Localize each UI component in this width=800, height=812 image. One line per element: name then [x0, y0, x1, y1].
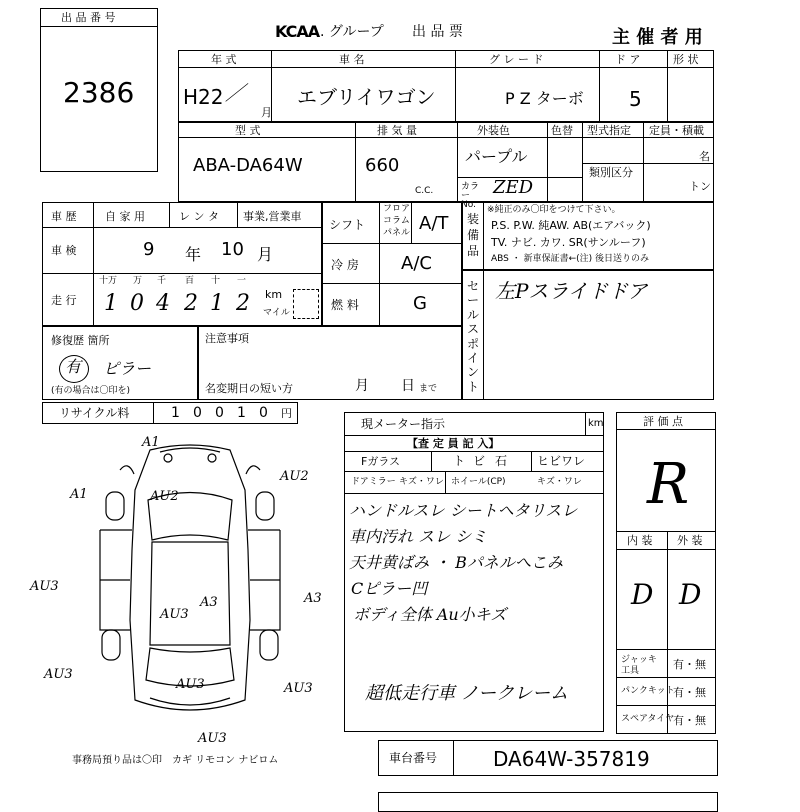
shift-column: コラム	[383, 216, 410, 226]
grade-box	[616, 412, 716, 734]
glass-label: Fガラス	[361, 455, 400, 468]
overall-grade: R	[647, 452, 690, 517]
sales-point-box	[462, 270, 714, 400]
kit-label: パンクキット	[621, 686, 675, 696]
recycle-digit: 1	[171, 405, 180, 421]
headlight-right	[208, 454, 216, 462]
wheel-rear-left	[102, 630, 120, 660]
sales-point-text: 左Pスライドドア	[495, 279, 648, 303]
repair-circle	[59, 355, 89, 383]
displacement: 660	[365, 155, 400, 176]
equipment-note: ※純正のみ〇印をつけて下さい。	[487, 205, 621, 215]
body-color: パープル	[465, 147, 528, 166]
damage-mark: AU2	[150, 489, 179, 504]
glass-opt-bi: ビ	[473, 454, 486, 468]
inspection-month: 10	[221, 239, 244, 260]
right-mirror	[246, 466, 260, 474]
color-no: ZED	[493, 177, 534, 198]
rear-bumper	[150, 698, 230, 705]
jack-yesno: 有・無	[673, 658, 706, 671]
door-label: ド ア	[615, 53, 641, 66]
use-label: 車 歴	[51, 210, 77, 223]
shift-value: A/T	[419, 213, 449, 234]
equipment-label: 装 備 品	[467, 212, 480, 259]
mileage-digit: 1	[210, 291, 224, 316]
lot-number-box	[40, 8, 158, 172]
wheel-front-left	[106, 492, 124, 520]
interior-grade: D	[631, 578, 654, 611]
shift-label: シフト	[329, 218, 366, 232]
model-year: H22	[183, 85, 224, 109]
mirror-opt: キズ・ワレ	[399, 477, 444, 487]
headlight-left	[164, 454, 172, 462]
damage-mark: AU3	[44, 667, 73, 682]
equipment-box	[462, 202, 714, 270]
capacity-unit-tons: トン	[689, 180, 711, 193]
damage-mark: AU3	[160, 607, 189, 622]
registration-table	[42, 202, 322, 326]
front-bumper	[160, 448, 220, 452]
grade-title: 評 価 点	[643, 415, 683, 428]
name-change-label: 名変期日の短い方	[205, 382, 293, 395]
car-damage-diagram	[30, 430, 340, 750]
sheet-title: 出 品 票	[412, 24, 463, 40]
color-change-label: 色替	[551, 124, 573, 137]
name-change-day: 日	[401, 378, 415, 394]
vehicle-name: エブリイワゴン	[297, 85, 436, 109]
year-month-unit: 月	[261, 106, 272, 119]
spare-label: スペアタイヤ	[621, 714, 675, 724]
spare-yesno: 有・無	[673, 714, 706, 727]
damage-mark: AU2	[280, 469, 309, 484]
meter-unit: km	[588, 418, 604, 429]
exterior-label: 外 装	[677, 534, 703, 547]
vehicle-grade: P Z ターボ	[505, 89, 584, 108]
exterior-grade: D	[679, 578, 702, 611]
glass-opt-stone: 石	[495, 454, 508, 468]
color-label: 外装色	[477, 124, 510, 137]
inspection-month-unit: 月	[257, 245, 274, 264]
displacement-label: 排 気 量	[377, 124, 417, 137]
damage-mark: A1	[142, 435, 160, 450]
mirror-label: ドアミラー	[351, 477, 396, 487]
recycle-digit: 0	[215, 405, 224, 421]
fuel-label: 燃 料	[331, 298, 359, 312]
mileage-digits: 十万 万 千 百 十 一 1 0 4 2 1 2	[99, 277, 259, 323]
roof	[150, 542, 230, 645]
shape-label: 形 状	[673, 53, 699, 66]
use-private: 自 家 用	[105, 210, 145, 223]
damage-mark: A3	[304, 591, 322, 606]
repair-box	[42, 326, 198, 400]
inspector-title: 【査 定 員 記 入】	[407, 437, 500, 450]
recycle-unit: 円	[281, 407, 292, 420]
mileage-digit: 2	[184, 291, 198, 316]
capacity-unit-persons: 名	[699, 150, 710, 163]
color-no-label: カラー No.	[461, 182, 480, 210]
bottom-table-edge	[378, 792, 718, 812]
cc-unit: C.C.	[415, 186, 434, 196]
ac-value: A/C	[401, 253, 432, 274]
wheel-opt: キズ・ワレ	[537, 477, 582, 487]
recycle-digit: 0	[193, 405, 202, 421]
inspector-comment: ボディ全体 Au小キズ	[353, 605, 507, 624]
wheel-front-right	[256, 492, 274, 520]
equipment-line1: P.S. P.W. 純AW. AB(エアバック)	[491, 219, 651, 232]
equipment-line2: TV. ナビ. カワ. SR(サンルーフ)	[491, 236, 646, 249]
wheel-label: ホイール(CP)	[451, 477, 506, 487]
jack-label: ジャッキ 工具	[621, 655, 657, 676]
inspector-comment: ハンドルスレ シートヘタリスレ	[349, 501, 578, 520]
brand-logo: KCAA	[275, 22, 320, 41]
mileage-digit: 1	[104, 291, 118, 316]
inspector-comment: 天井黄ばみ ・ Bパネルへこみ	[349, 553, 563, 572]
lot-number-label: 出 品 番 号	[61, 11, 116, 24]
notes-label: 注意事項	[205, 332, 249, 345]
group-label: . グループ	[320, 24, 384, 40]
recycle-box	[42, 402, 298, 424]
sales-point-label: セールスポイント	[467, 279, 480, 394]
damage-mark: AU3	[176, 677, 205, 692]
damage-mark: AU3	[30, 579, 59, 594]
km-unit: km	[265, 288, 283, 301]
grade-label: グ レ ー ド	[489, 53, 544, 66]
equipment-line3: ABS ・ 新車保証書←(注) 後日送りのみ	[491, 254, 650, 264]
damage-mark: A3	[200, 595, 218, 610]
ac-label: 冷 房	[331, 258, 359, 272]
recycle-label: リサイクル料	[59, 406, 130, 420]
recycle-digit: 1	[237, 405, 246, 421]
glass-opt-to: ト	[453, 454, 466, 468]
kit-yesno: 有・無	[673, 686, 706, 699]
inspector-comment: Cピラー凹	[351, 579, 428, 598]
repair-note: (有の場合は〇印を)	[51, 386, 131, 396]
glass-opt-crack: ヒビワレ	[537, 454, 586, 468]
shift-table	[322, 202, 462, 326]
organizer-label: 主 催 者 用	[612, 27, 703, 48]
capacity-label: 定員・積載	[649, 124, 704, 137]
wheel-rear-right	[260, 630, 278, 660]
mileage-digit: 2	[236, 291, 250, 316]
inspection-year-unit: 年	[185, 245, 202, 264]
vehicle-info-table: 年 式 車 名 グ レ ー ド ド ア 形 状 H22 ／ 月 エブリイワゴン P Z ターボ 5	[178, 50, 714, 122]
car-body-outline	[130, 445, 250, 710]
shift-floor: フロア	[383, 204, 411, 214]
repair-label: 修復歴 箇所	[51, 334, 110, 347]
mile-checkbox	[293, 289, 319, 319]
inspection-year: 9	[143, 239, 155, 260]
vin-label: 車台番号	[389, 751, 438, 765]
notes-box	[198, 326, 462, 400]
name-label: 車 名	[339, 53, 365, 66]
name-change-until: まで	[419, 384, 438, 394]
lot-number: 2386	[63, 76, 135, 109]
door-count: 5	[629, 87, 642, 111]
use-business: 事業,営業車	[243, 210, 302, 223]
meter-label: 現メーター指示	[361, 417, 446, 431]
interior-label: 内 装	[627, 534, 653, 547]
inspector-comment: 車内汚れ スレ シミ	[349, 527, 488, 546]
repair-text: ピラー	[103, 359, 152, 378]
vin-value: DA64W-357819	[493, 747, 650, 771]
inspector-comment: 超低走行車 ノークレーム	[365, 683, 569, 704]
deposit-note: 事務局預り品は〇印 カギ リモコン ナビロム	[72, 755, 279, 766]
damage-mark: AU3	[284, 681, 313, 696]
model-code: ABA-DA64W	[193, 155, 303, 176]
left-mirror	[120, 466, 134, 474]
fuel-value: G	[413, 293, 427, 314]
mileage-digit: 0	[130, 291, 144, 316]
name-change-month: 月	[355, 378, 369, 394]
model-label: 型 式	[235, 124, 261, 137]
mile-unit: マイル	[263, 308, 290, 318]
year-label: 年 式	[211, 53, 237, 66]
damage-mark: AU3	[198, 731, 227, 746]
mileage-label: 走 行	[51, 294, 77, 307]
use-rental: レ ン タ	[179, 210, 219, 223]
shift-panel: パネル	[383, 228, 411, 238]
category-label: 類別区分	[589, 166, 633, 179]
damage-mark: A1	[70, 487, 88, 502]
mileage-digit: 4	[156, 291, 170, 316]
repair-mark: 有	[65, 357, 82, 376]
vin-box	[378, 740, 718, 776]
recycle-digit: 0	[259, 405, 268, 421]
inspection-label: 車 検	[51, 244, 77, 257]
type-spec-label: 型式指定	[587, 124, 631, 137]
inspector-box	[344, 412, 604, 732]
